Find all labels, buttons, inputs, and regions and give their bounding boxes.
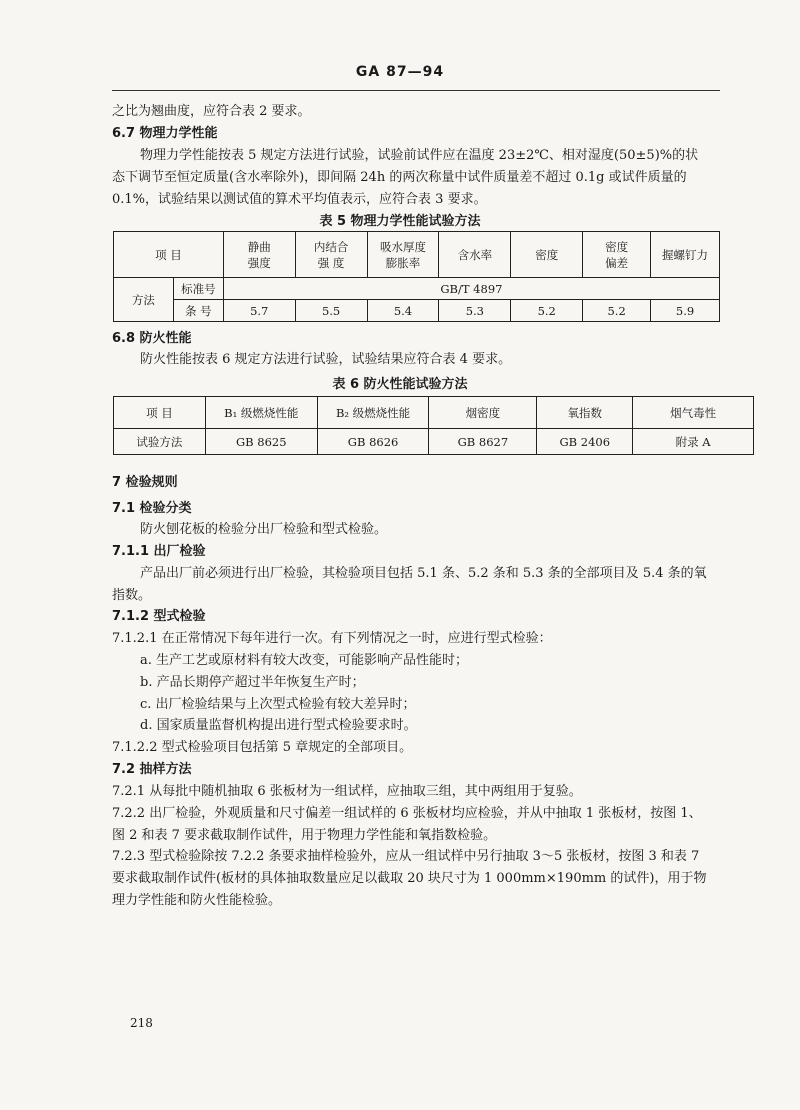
section-heading-7-1-2: 7.1.2 型式检验 xyxy=(112,609,206,624)
text-line: 要求截取制作试件(板材的具体抽取数量应足以截取 20 块尺寸为 1 000mm×190mm 的试件)，用于物 xyxy=(112,871,707,886)
table5-method-label: 方法 xyxy=(114,278,174,322)
table6-col-header: 氧指数 xyxy=(537,397,633,429)
table5-col-header: 握螺钉力 xyxy=(651,232,720,278)
table6-method-cell: 附录 A xyxy=(633,429,754,455)
section-heading-7-2: 7.2 抽样方法 xyxy=(112,762,192,777)
table6-method-cell: GB 2406 xyxy=(537,429,633,455)
table5-clause-cell: 5.7 xyxy=(223,300,295,322)
page-header: GA 87—94 xyxy=(355,64,445,80)
list-item: d. 国家质量监督机构提出进行型式检验要求时。 xyxy=(140,718,417,733)
table6-method-cell: GB 8627 xyxy=(429,429,537,455)
text-line: 7.2.3 型式检验除按 7.2.2 条要求抽样检验外，应从一组试样中另行抽取 3～5 张板材，按图 3 和表 7 xyxy=(112,849,700,864)
text-line: 防火刨花板的检验分出厂检验和型式检验。 xyxy=(140,522,388,537)
text-line: 态下调节至恒定质量(含水率除外)，即间隔 24h 的两次称量中试件质量差不超过 0.1g 或试件质量的 xyxy=(112,170,687,185)
text-line: 指数。 xyxy=(112,588,152,603)
text-line: 之比为翘曲度，应符合表 2 要求。 xyxy=(112,104,311,119)
table6-caption: 表 6 防火性能试验方法 xyxy=(332,377,468,392)
list-item: c. 出厂检验结果与上次型式检验有较大差异时； xyxy=(140,697,416,712)
section-heading-6-8: 6.8 防火性能 xyxy=(112,331,192,346)
page-number: 218 xyxy=(130,1016,153,1030)
section-heading-6-7: 6.7 物理力学性能 xyxy=(112,126,218,141)
text-line: 防火性能按表 6 规定方法进行试验，试验结果应符合表 4 要求。 xyxy=(140,352,512,367)
section-heading-7-1-1: 7.1.1 出厂检验 xyxy=(112,544,206,559)
table5-col-header: 含水率 xyxy=(439,232,511,278)
table6-item-header: 项 目 xyxy=(114,397,206,429)
table5-clause-cell: 5.2 xyxy=(511,300,583,322)
table6-col-header: B₁ 级燃烧性能 xyxy=(205,397,317,429)
text-line: 7.2.2 出厂检验，外观质量和尺寸偏差一组试样的 6 张板材均应检验，并从中抽取 1 张板材，按图 1、 xyxy=(112,806,702,821)
table5-clause-cell: 5.3 xyxy=(439,300,511,322)
table5-clause-cell: 5.2 xyxy=(583,300,651,322)
list-item: b. 产品长期停产超过半年恢复生产时； xyxy=(140,675,365,690)
table5-std-label: 标准号 xyxy=(173,278,223,300)
header-rule xyxy=(112,90,720,91)
text-line: 物理力学性能按表 5 规定方法进行试验，试验前试件应在温度 23±2℃、相对湿度(50±5)%的状 xyxy=(140,148,699,163)
table5-clause-cell: 5.9 xyxy=(651,300,720,322)
text-line: 7.2.1 从每批中随机抽取 6 张板材为一组试样，应抽取三组，其中两组用于复验。 xyxy=(112,784,582,799)
text-line: 图 2 和表 7 要求截取制作试件，用于物理力学性能和氧指数检验。 xyxy=(112,828,497,843)
table5-col-header: 密度 偏差 xyxy=(583,232,651,278)
table-6 xyxy=(113,396,754,455)
table6-method-label: 试验方法 xyxy=(114,429,206,455)
table5-col-header: 密度 xyxy=(511,232,583,278)
table5-caption: 表 5 物理力学性能试验方法 xyxy=(319,214,481,229)
table6-col-header: 烟气毒性 xyxy=(633,397,754,429)
text-line: 产品出厂前必须进行出厂检验，其检验项目包括 5.1 条、5.2 条和 5.3 条的全部项目及 5.4 条的氧 xyxy=(140,566,707,581)
table5-col-header: 静曲 强度 xyxy=(223,232,295,278)
table5-col-header: 吸水厚度 膨胀率 xyxy=(367,232,439,278)
table6-method-cell: GB 8625 xyxy=(205,429,317,455)
section-heading-7-1: 7.1 检验分类 xyxy=(112,501,192,516)
text-line: 7.1.2.2 型式检验项目包括第 5 章规定的全部项目。 xyxy=(112,740,413,755)
table5-item-header: 项 目 xyxy=(114,232,224,278)
table5-std-value: GB/T 4897 xyxy=(223,278,719,300)
text-line: 7.1.2.1 在正常情况下每年进行一次。有下列情况之一时，应进行型式检验： xyxy=(112,631,552,646)
table-5 xyxy=(113,231,720,322)
list-item: a. 生产工艺或原材料有较大改变，可能影响产品性能时； xyxy=(140,653,469,668)
table5-clause-label: 条 号 xyxy=(173,300,223,322)
table5-clause-cell: 5.5 xyxy=(295,300,367,322)
table6-method-cell: GB 8626 xyxy=(317,429,429,455)
table6-col-header: B₂ 级燃烧性能 xyxy=(317,397,429,429)
table5-col-header: 内结合 强 度 xyxy=(295,232,367,278)
chapter-heading-7: 7 检验规则 xyxy=(112,475,178,490)
text-line: 理力学性能和防火性能检验。 xyxy=(112,893,282,908)
table5-clause-cell: 5.4 xyxy=(367,300,439,322)
table6-col-header: 烟密度 xyxy=(429,397,537,429)
text-line: 0.1%，试验结果以测试值的算术平均值表示，应符合表 3 要求。 xyxy=(112,192,487,207)
